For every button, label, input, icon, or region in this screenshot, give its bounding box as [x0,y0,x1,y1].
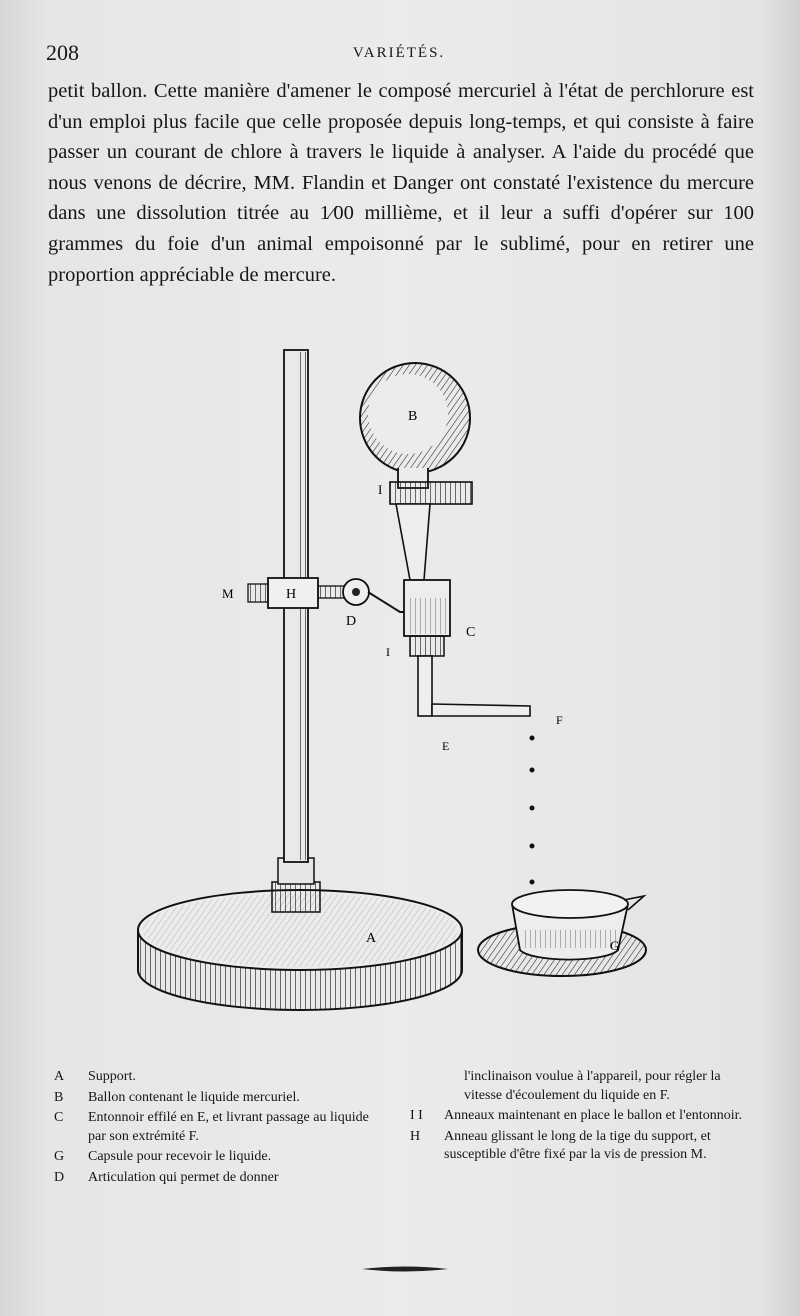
label-e: E [442,739,450,753]
label-b: B [408,409,418,424]
legend-entry: A Support. [54,1069,136,1084]
apparatus-illustration [110,330,710,1050]
label-f: F [556,713,563,727]
legend-column-right [410,1068,760,1167]
legend-entry: H Anneau glissant le long de la tige du support, et susceptible d'être fixé par la vis de pression M. [410,1128,711,1162]
label-c: C [466,625,476,640]
capsule [478,890,646,976]
label-i-top: I [378,482,383,497]
page-number: 208 [46,40,79,65]
legend-entry: C Entonnoir effilé en E, et livrant passage au liquide par son extrémité F. [54,1110,369,1144]
legend-entry: D Articulation qui permet de donner [54,1169,279,1185]
tailpiece-ornament [360,1264,450,1274]
running-head: VARIÉTÉS. [352,45,446,61]
drops [530,736,535,885]
legend-entry: B Ballon contenant le liquide mercuriel. [54,1089,300,1105]
label-m: M [222,586,234,601]
balloon [360,363,472,504]
legend-continuation: l'inclinaison voulue à l'appareil, pour régler la vitesse d'écoulement du liquide en F. [464,1069,721,1103]
label-i-bottom: I [386,645,390,659]
page-header [46,40,752,70]
support-rod [272,350,320,912]
label-h: H [286,587,297,602]
label-a: A [366,931,377,946]
body-paragraph: petit ballon. Cette manière d'amener le composé mercuriel à l'état de perchlorure est d'un emploi plus facile que celle proposée depuis long-temps, et qui consiste à faire passer un courant de chlore à travers le liquide à analyser. A l'aide du procédé que nous venons de décrire, MM. Flandin et Danger ont constaté l'existence du mercure dans une dissolution titrée au 1⁄00 millième, et il leur a suffi d'opérer sur 100 grammes du foie d'un animal empoisonné par le sublimé, pour en retirer une proportion appréciable de mercure. [48,80,754,286]
label-d: D [346,614,357,629]
legend-entry: I I Anneaux maintenant en place le ballon et l'entonnoir. [410,1108,742,1123]
legend-column-left [54,1068,390,1189]
label-g: G [610,938,620,953]
sliding-ring [248,578,410,612]
funnel [396,504,530,716]
legend-entry: G Capsule pour recevoir le liquide. [54,1149,272,1164]
